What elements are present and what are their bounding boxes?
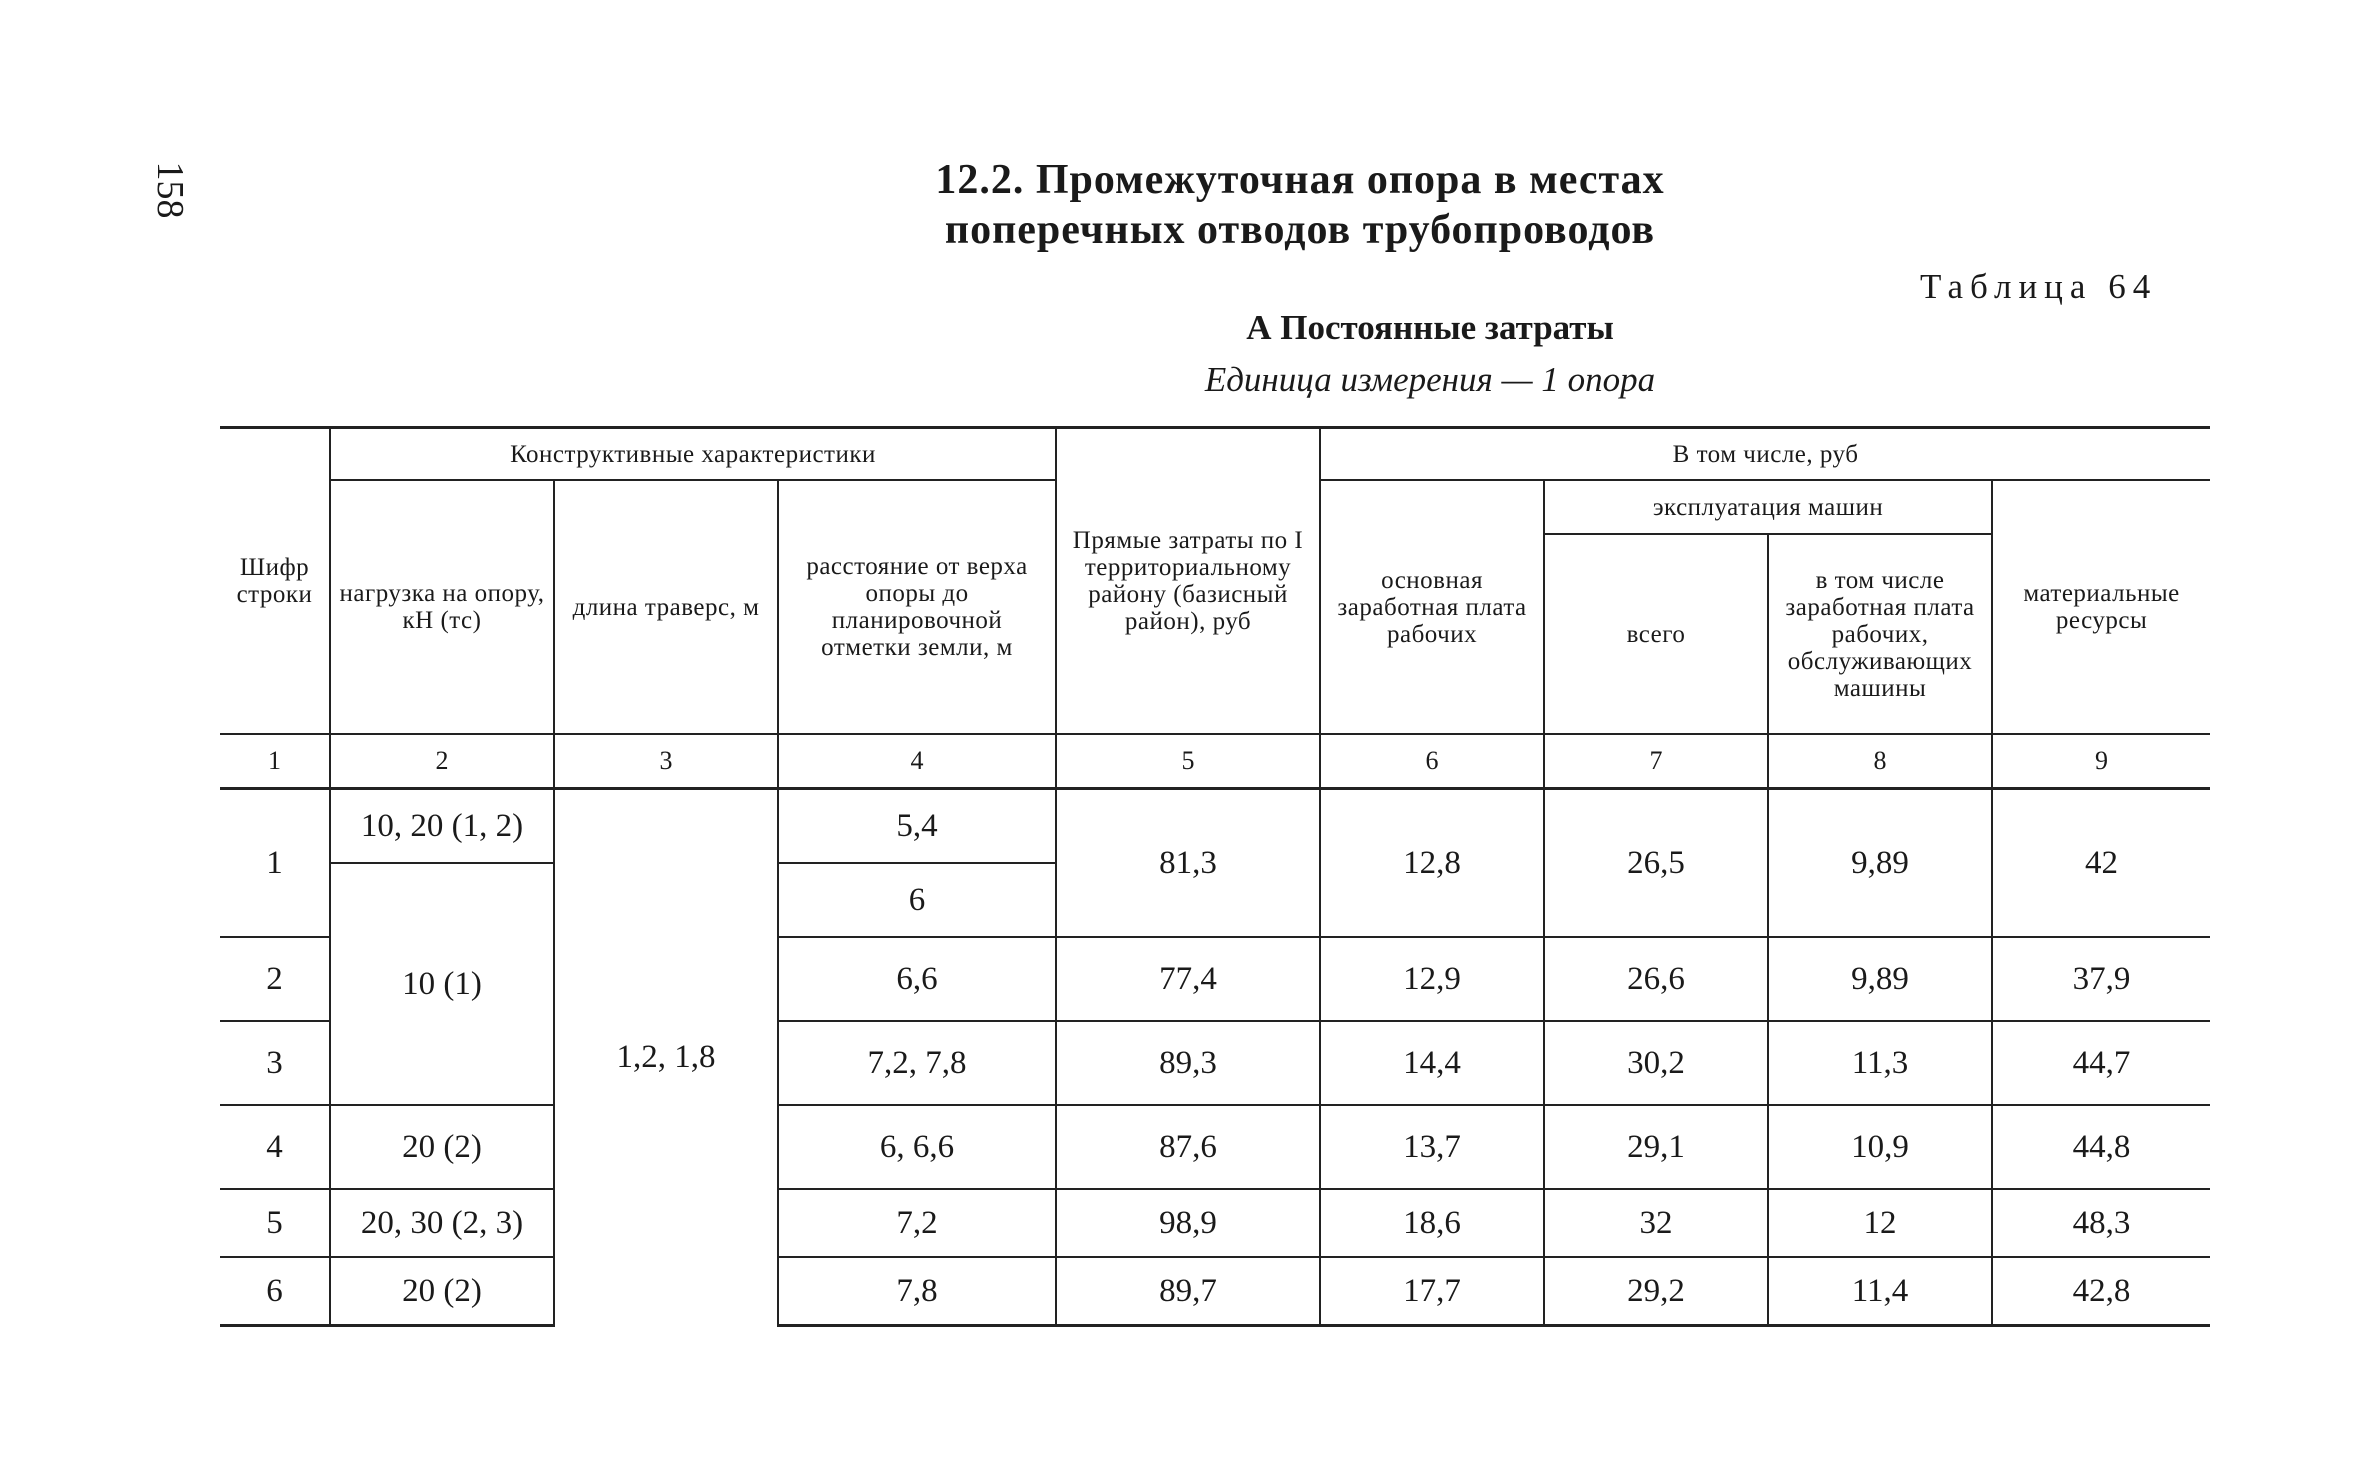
row-materials: 42,8 [1992, 1257, 2210, 1326]
row-direct: 81,3 [1056, 789, 1320, 938]
row-materials: 44,7 [1992, 1021, 2210, 1105]
row-wage: 14,4 [1320, 1021, 1544, 1105]
header-materials: материальные ресурсы [1992, 480, 2210, 734]
row-code: 3 [220, 1021, 330, 1105]
header-machine-total: всего [1544, 534, 1768, 734]
row-wage: 18,6 [1320, 1189, 1544, 1257]
col-number: 7 [1544, 734, 1768, 789]
row-machine-wage: 12 [1768, 1189, 1992, 1257]
row-materials: 48,3 [1992, 1189, 2210, 1257]
header-machine-wage: в том числе заработная плата рабочих, обслуживающих машины [1768, 534, 1992, 734]
row-wage: 17,7 [1320, 1257, 1544, 1326]
row-machine-wage: 11,3 [1768, 1021, 1992, 1105]
table-row [220, 1189, 2210, 1257]
row-load: 20 (2) [330, 1257, 554, 1326]
row-distance: 7,2, 7,8 [778, 1021, 1056, 1105]
row-materials: 42 [1992, 789, 2210, 938]
table-row [220, 1257, 2210, 1326]
col-number: 2 [330, 734, 554, 789]
row-machine-total: 32 [1544, 1189, 1768, 1257]
header-load: нагрузка на опору, кН (тс) [330, 480, 554, 734]
col-number: 9 [1992, 734, 2210, 789]
row-length-merged: 1,2, 1,8 [554, 789, 778, 1326]
row-direct: 77,4 [1056, 937, 1320, 1021]
col-number: 8 [1768, 734, 1992, 789]
row-machine-total: 26,5 [1544, 789, 1768, 938]
header-code: Шифр строки [220, 428, 330, 735]
row-direct: 89,7 [1056, 1257, 1320, 1326]
title-line-1: 12.2. Промежуточная опора в местах [935, 157, 1665, 203]
table-row [220, 1105, 2210, 1189]
header-direct-costs: Прямые затраты по I территориальному району (базисный район), руб [1056, 428, 1320, 735]
col-number: 5 [1056, 734, 1320, 789]
header-construct-group: Конструктивные характеристики [330, 428, 1056, 481]
header-distance: расстояние от верха опоры до планировочной отметки земли, м [778, 480, 1056, 734]
row-distance: 7,2 [778, 1189, 1056, 1257]
header-machine-group: эксплуатация машин [1544, 480, 1992, 534]
cost-table [220, 426, 2210, 1327]
col-number: 4 [778, 734, 1056, 789]
row-machine-wage: 9,89 [1768, 937, 1992, 1021]
row-machine-total: 29,1 [1544, 1105, 1768, 1189]
row-code: 2 [220, 937, 330, 1021]
header-incl-group: В том числе, руб [1320, 428, 2210, 481]
header-length: длина траверс, м [554, 480, 778, 734]
row-wage: 13,7 [1320, 1105, 1544, 1189]
col-number: 6 [1320, 734, 1544, 789]
row-wage: 12,8 [1320, 789, 1544, 938]
title-line-2: поперечных отводов трубопроводов [944, 207, 1656, 253]
header-wage: основная заработная плата рабочих [1320, 480, 1544, 734]
section-title: А Постоянные затраты [1246, 308, 1614, 347]
row-distance: 6,6 [778, 937, 1056, 1021]
row-code: 1 [220, 789, 330, 938]
row-code: 6 [220, 1257, 330, 1326]
col-number: 3 [554, 734, 778, 789]
row-direct: 87,6 [1056, 1105, 1320, 1189]
row-load: 10, 20 (1, 2) [330, 789, 554, 864]
row-distance: 6 [778, 863, 1056, 937]
page-title [700, 155, 1900, 255]
row-machine-total: 30,2 [1544, 1021, 1768, 1105]
row-load: 20 (2) [330, 1105, 554, 1189]
row-machine-total: 29,2 [1544, 1257, 1768, 1326]
row-load: 20, 30 (2, 3) [330, 1189, 554, 1257]
table-number: Таблица 64 [1920, 267, 2158, 306]
row-direct: 89,3 [1056, 1021, 1320, 1105]
row-distance: 5,4 [778, 789, 1056, 864]
row-materials: 37,9 [1992, 937, 2210, 1021]
row-machine-wage: 11,4 [1768, 1257, 1992, 1326]
row-machine-total: 26,6 [1544, 937, 1768, 1021]
row-machine-wage: 10,9 [1768, 1105, 1992, 1189]
row-code: 4 [220, 1105, 330, 1189]
col-number: 1 [220, 734, 330, 789]
page-number: 158 [149, 161, 191, 219]
row-wage: 12,9 [1320, 937, 1544, 1021]
row-code: 5 [220, 1189, 330, 1257]
row-materials: 44,8 [1992, 1105, 2210, 1189]
row-machine-wage: 9,89 [1768, 789, 1992, 938]
unit-of-measure: Единица измерения — 1 опора [1204, 360, 1656, 399]
row-distance: 7,8 [778, 1257, 1056, 1326]
table-row [220, 789, 2210, 864]
row-direct: 98,9 [1056, 1189, 1320, 1257]
row-distance: 6, 6,6 [778, 1105, 1056, 1189]
row-load: 10 (1) [330, 863, 554, 1105]
